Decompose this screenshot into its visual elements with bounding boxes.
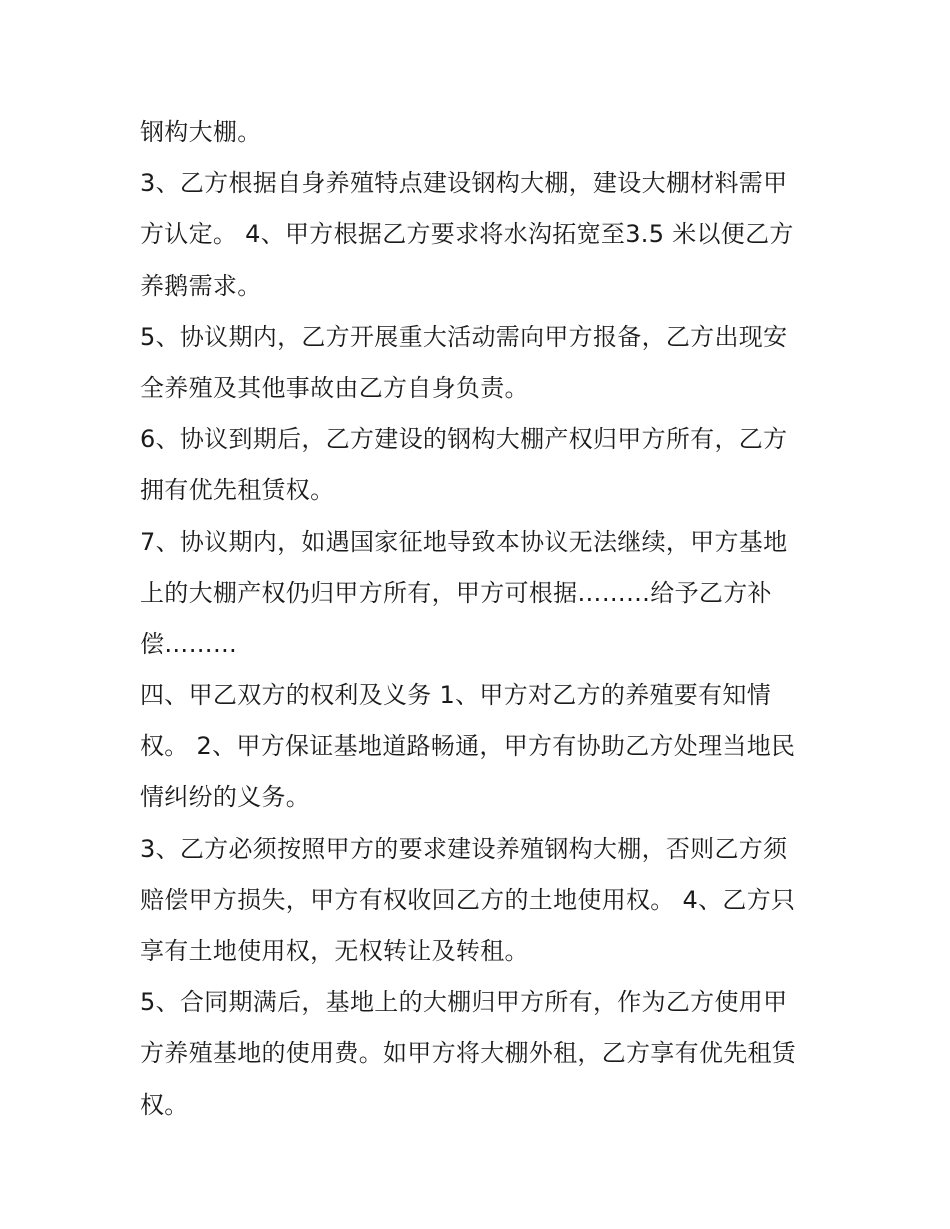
text-line: 3、乙方必须按照甲方的要求建设养殖钢构大棚，否则乙方须: [140, 834, 788, 863]
text-line: 偿………: [140, 629, 238, 658]
text-line: 方养殖基地的使用费。如甲方将大棚外租，乙方享有优先租赁: [140, 1039, 797, 1068]
text-line: 权。: [140, 1090, 189, 1119]
text-line: 7、协议期内，如遇国家征地导致本协议无法继续，甲方基地: [140, 527, 788, 556]
text-line: 四、甲乙双方的权利及义务 1、甲方对乙方的养殖要有知情: [140, 681, 771, 710]
text-line: 养鹅需求。: [140, 271, 262, 300]
text-line: 3、乙方根据自身养殖特点建设钢构大棚，建设大棚材料需甲: [140, 169, 788, 198]
text-line: 拥有优先租赁权。: [140, 476, 335, 505]
text-line: 5、合同期满后，基地上的大棚归甲方所有，作为乙方使用甲: [140, 988, 788, 1017]
text-line: 钢构大棚。: [140, 118, 262, 146]
text-line: 权。 2、甲方保证基地道路畅通，甲方有协助乙方处理当地民: [140, 732, 796, 761]
text-line: 享有土地使用权，无权转让及转租。: [140, 937, 529, 965]
document-body: [140, 107, 820, 1131]
text-line: 6、协议到期后，乙方建设的钢构大棚产权归甲方所有，乙方: [140, 425, 788, 454]
text-line: 方认定。 4、甲方根据乙方要求将水沟拓宽至3.5 米以便乙方: [140, 220, 794, 249]
text-line: 情纠纷的义务。: [140, 783, 311, 812]
text-line: 赔偿甲方损失，甲方有权收回乙方的土地使用权。 4、乙方只: [140, 885, 796, 914]
text-line: 上的大棚产权仍归甲方所有，甲方可根据………给予乙方补: [140, 578, 772, 607]
text-line: 全养殖及其他事故由乙方自身负责。: [140, 373, 529, 402]
text-line: 5、协议期内，乙方开展重大活动需向甲方报备，乙方出现安: [140, 322, 788, 351]
